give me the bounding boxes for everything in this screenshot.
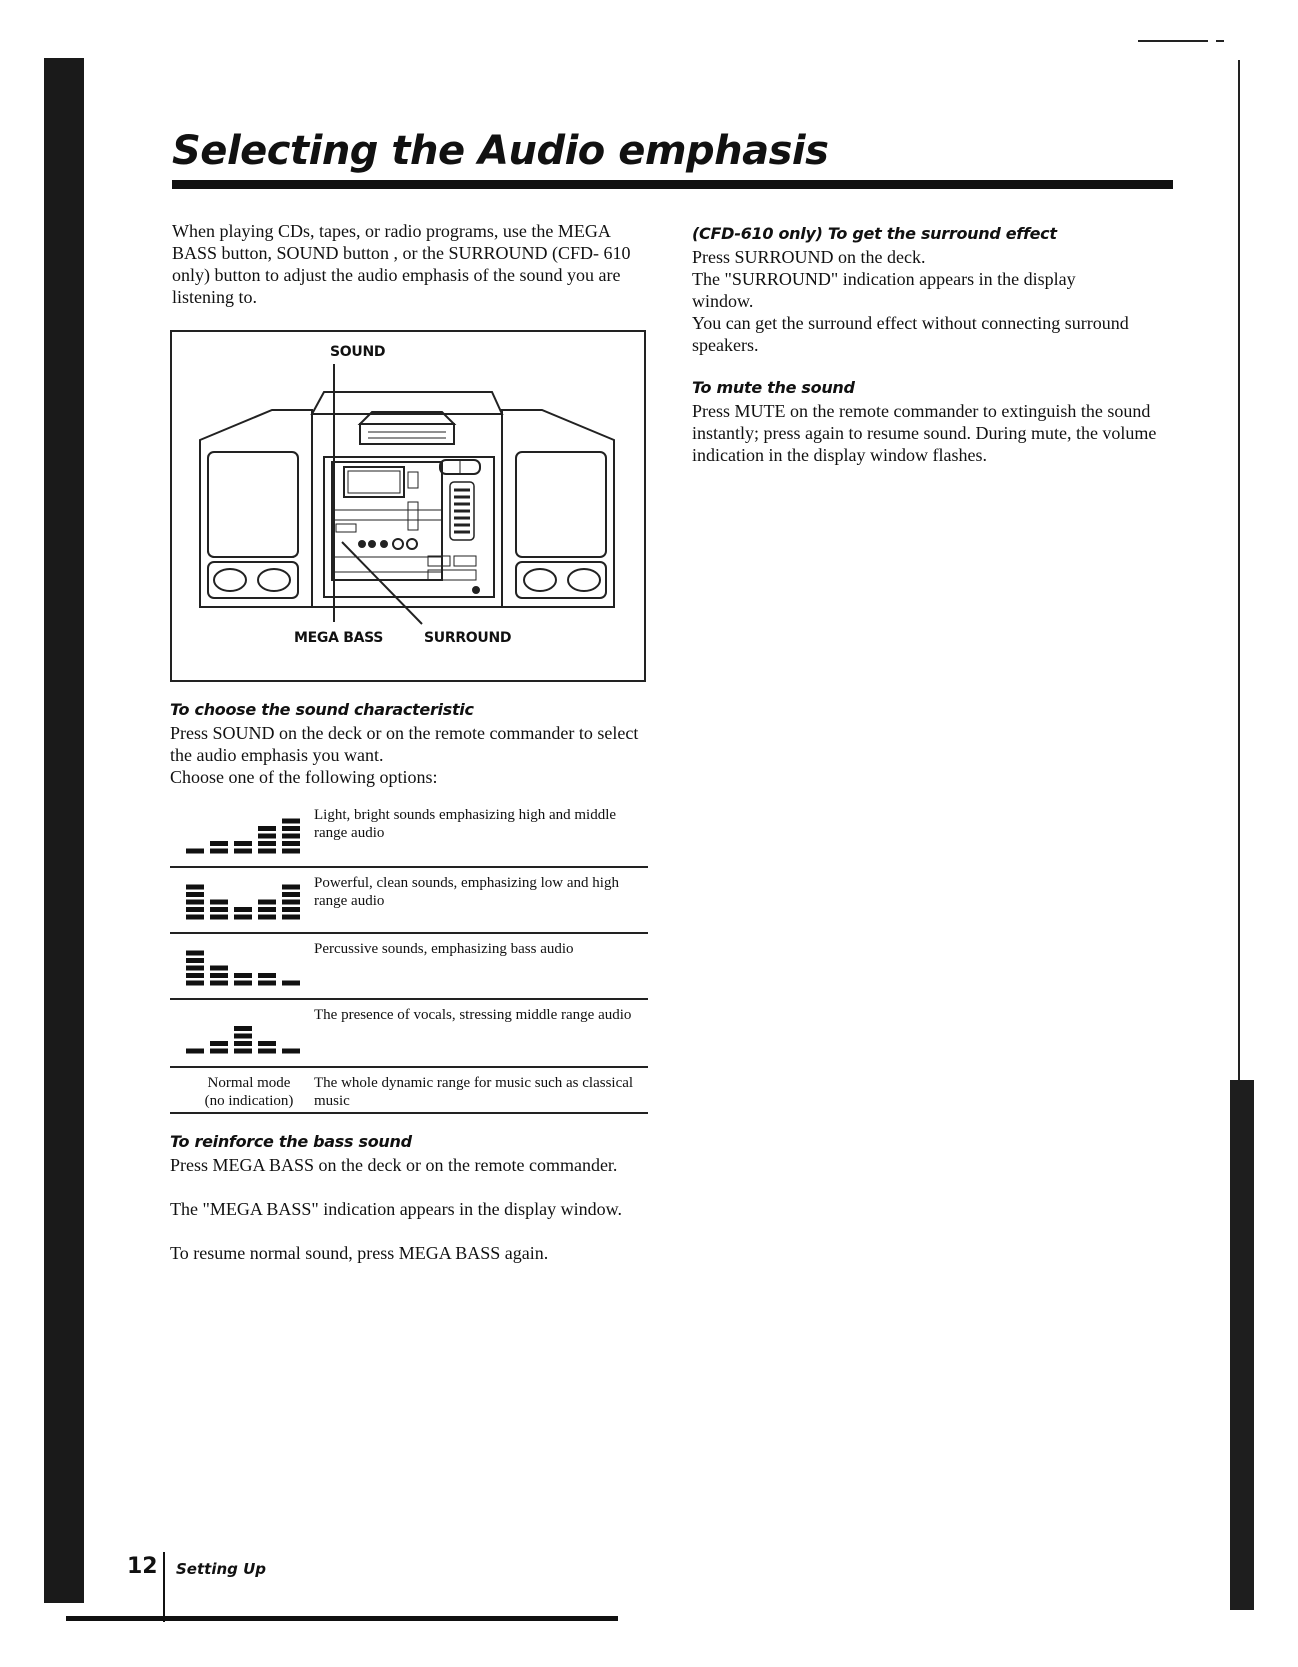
eq-segment: [234, 841, 252, 846]
eq-segment: [258, 834, 276, 839]
eq-segment: [234, 907, 252, 912]
page-number-separator: [163, 1552, 165, 1622]
eq-segment: [234, 973, 252, 978]
eq-segment: [210, 907, 228, 912]
eq-segment: [210, 966, 228, 971]
surround-body-1: Press SURROUND on the deck.: [692, 247, 926, 267]
callout-surround: SURROUND: [424, 630, 512, 646]
eq-segment: [234, 1026, 252, 1031]
normal-mode-name: Normal mode: [207, 1075, 291, 1091]
option-row-vocal: [170, 1000, 648, 1068]
option-text: The presence of vocals, stressing middle range audio: [314, 1007, 632, 1023]
scan-edge-left: [44, 58, 84, 1603]
eq-segment: [282, 981, 300, 986]
eq-segment: [234, 915, 252, 920]
choose-body: Press SOUND on the deck or on the remote commander to select the audio emphasis you want.: [170, 723, 639, 765]
mute-body: Press MUTE on the remote commander to extinguish the sound instantly; press again to resume sound. During mute, the volume indication in the display window flashes.: [692, 401, 1157, 465]
eq-segment: [258, 841, 276, 846]
eq-segment: [186, 915, 204, 920]
eq-segment: [282, 907, 300, 912]
eq-segment: [282, 892, 300, 897]
eq-segment: [186, 966, 204, 971]
eq-segment: [234, 1049, 252, 1054]
option-text: Powerful, clean sounds, emphasizing low and high range audio: [314, 875, 619, 909]
eq-segment: [234, 1041, 252, 1046]
choose-heading: To choose the sound characteristic: [170, 700, 474, 719]
page-number: 12: [127, 1554, 158, 1579]
stereo-unit-illustration: [172, 332, 644, 680]
option-row-low-high: [170, 868, 648, 934]
eq-segment: [234, 849, 252, 854]
eq-segment: [210, 849, 228, 854]
sound-options-table: [170, 800, 648, 1114]
vocal-eq-icon: [182, 1008, 302, 1058]
eq-segment: [186, 1049, 204, 1054]
scan-edge-right-line: [1238, 60, 1240, 1080]
eq-segment: [210, 981, 228, 986]
eq-segment: [186, 973, 204, 978]
callout-sound: SOUND: [330, 344, 386, 360]
reinforce-heading: To reinforce the bass sound: [170, 1132, 412, 1151]
eq-segment: [258, 900, 276, 905]
eq-segment: [258, 849, 276, 854]
eq-segment: [234, 1034, 252, 1039]
eq-segment: [210, 1041, 228, 1046]
eq-segment: [186, 900, 204, 905]
callout-mega-bass: MEGA BASS: [294, 630, 384, 646]
option-row-bass: [170, 934, 648, 1000]
bass-eq-icon: [182, 940, 302, 990]
low-high-eq-icon: [182, 874, 302, 924]
reinforce-body-3: To resume normal sound, press MEGA BASS again.: [170, 1243, 549, 1263]
eq-segment: [258, 1041, 276, 1046]
option-row-treble: [170, 800, 648, 868]
reinforce-body-1: Press MEGA BASS on the deck or on the remote commander.: [170, 1155, 618, 1175]
scan-edge-right: [1230, 1080, 1254, 1610]
eq-segment: [210, 915, 228, 920]
surround-body-3: You can get the surround effect without connecting surround speakers.: [692, 313, 1129, 355]
eq-segment: [186, 892, 204, 897]
top-dash: [1138, 40, 1208, 42]
reinforce-body-2: The "MEGA BASS" indication appears in the display window.: [170, 1199, 622, 1219]
eq-segment: [210, 1049, 228, 1054]
eq-segment: [210, 841, 228, 846]
mute-heading: To mute the sound: [692, 378, 855, 397]
eq-segment: [282, 885, 300, 890]
eq-segment: [258, 1049, 276, 1054]
eq-segment: [282, 1049, 300, 1054]
surround-body-2: The "SURROUND" indication appears in the display window.: [692, 269, 1076, 311]
top-dash-small: [1216, 40, 1224, 42]
eq-segment: [282, 841, 300, 846]
option-text: Light, bright sounds emphasizing high and middle range audio: [314, 807, 617, 841]
title-rule: [172, 180, 1173, 189]
intro-paragraph: When playing CDs, tapes, or radio programs, use the MEGA BASS button, SOUND button , or the SURROUND (CFD- 610 only) button to adjust the audio emphasis of the sound you are listening to.: [172, 221, 631, 307]
stereo-figure: [170, 330, 646, 682]
eq-segment: [186, 958, 204, 963]
surround-heading: (CFD-610 only) To get the surround effect: [692, 224, 1057, 243]
eq-segment: [282, 819, 300, 824]
page-title: Selecting the Audio emphasis: [172, 128, 829, 174]
option-row-normal: [170, 1068, 648, 1114]
eq-segment: [258, 973, 276, 978]
eq-segment: [258, 981, 276, 986]
eq-segment: [258, 907, 276, 912]
eq-segment: [186, 885, 204, 890]
footer-rule: [66, 1616, 618, 1621]
eq-segment: [282, 849, 300, 854]
section-label: Setting Up: [176, 1560, 267, 1578]
eq-segment: [282, 915, 300, 920]
eq-segment: [186, 981, 204, 986]
normal-mode-indication: (no indication): [204, 1093, 294, 1109]
eq-segment: [258, 826, 276, 831]
eq-segment: [186, 951, 204, 956]
treble-eq-icon: [182, 808, 302, 858]
eq-segment: [210, 900, 228, 905]
eq-segment: [282, 834, 300, 839]
option-text: The whole dynamic range for music such as classical music: [314, 1075, 634, 1109]
eq-segment: [282, 900, 300, 905]
option-text: Percussive sounds, emphasizing bass audio: [314, 941, 574, 957]
eq-segment: [258, 915, 276, 920]
choose-options-intro: Choose one of the following options:: [170, 767, 438, 787]
eq-segment: [186, 849, 204, 854]
eq-segment: [210, 973, 228, 978]
normal-mode-label: [184, 1074, 314, 1110]
eq-segment: [186, 907, 204, 912]
eq-segment: [282, 826, 300, 831]
eq-segment: [234, 981, 252, 986]
